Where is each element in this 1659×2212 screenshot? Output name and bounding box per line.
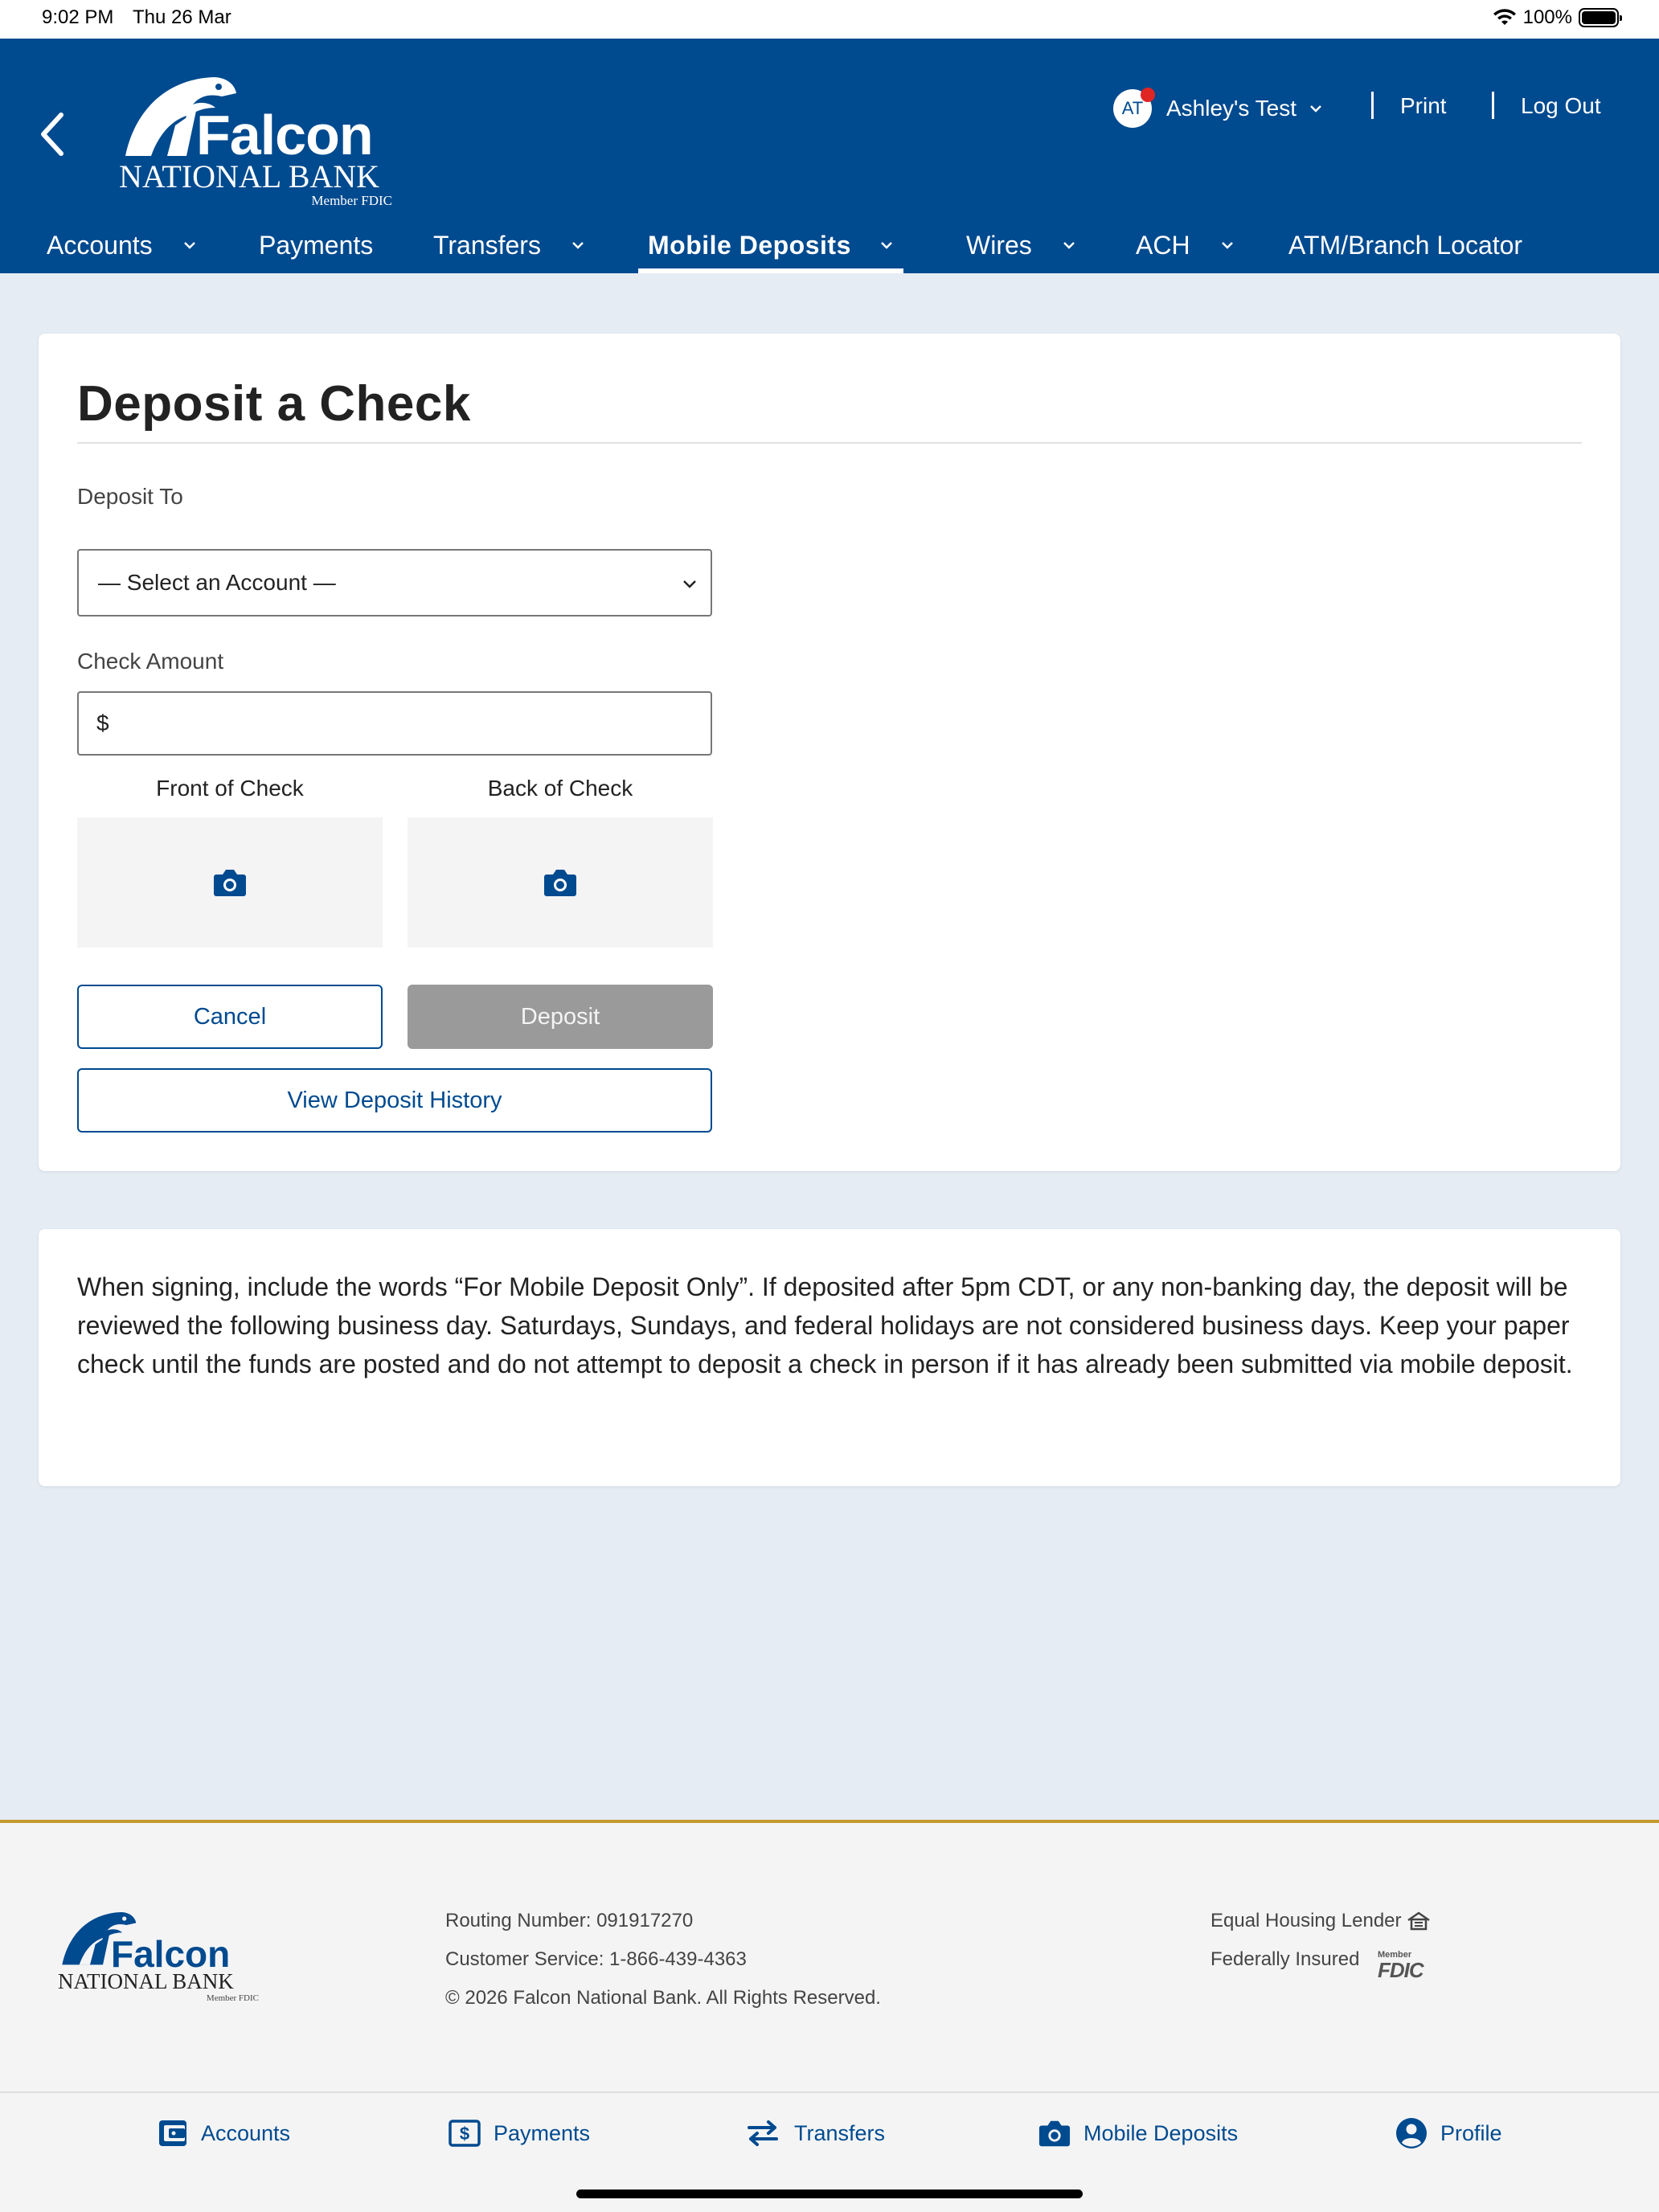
fdic-logo	[1378, 1950, 1426, 1982]
account-select[interactable]	[77, 549, 712, 616]
logo-national-bank-text: NATIONAL BANK	[119, 158, 380, 195]
nav-label: ACH	[1136, 230, 1190, 260]
arrows-swap-icon	[744, 2120, 781, 2147]
tab-mobile-deposits[interactable]	[1038, 2093, 1238, 2173]
dollar-bill-icon	[449, 2120, 481, 2147]
footer	[0, 1820, 1659, 2091]
back-check-capture[interactable]	[408, 817, 713, 948]
mobile-deposit-instructions: When signing, include the words “For Mobile Deposit Only”. If deposited after 5pm CDT, or any non-banking day, the deposit will be reviewed the following business day. Saturdays, Sundays, and federal holidays are not considered business days. Keep your paper check until the funds are posted and do not attempt to deposit a check in person if it has already been submitted via mobile deposit.	[77, 1272, 1573, 1378]
cancel-button[interactable]	[77, 985, 383, 1049]
camera-icon	[543, 868, 577, 897]
app-header	[0, 39, 1659, 273]
nav-wires[interactable]	[966, 217, 1077, 273]
battery-percent: 100%	[1522, 6, 1572, 28]
deposit-button[interactable]	[408, 985, 713, 1049]
amount-prefix: $	[96, 711, 109, 735]
avatar	[1113, 89, 1152, 128]
nav-label: Transfers	[433, 230, 541, 260]
active-tab-underline	[638, 268, 903, 273]
deposit-button-label: Deposit	[520, 1003, 600, 1030]
nav-payments[interactable]	[259, 217, 373, 273]
header-separator	[1492, 92, 1494, 119]
check-amount-input[interactable]	[77, 691, 712, 756]
nav-transfers[interactable]	[433, 217, 586, 273]
nav-accounts[interactable]	[47, 217, 198, 273]
chevron-left-icon	[39, 112, 66, 157]
user-menu[interactable]	[1113, 88, 1324, 129]
footer-logo-falcon-text: Falcon	[111, 1933, 231, 1975]
tab-transfers[interactable]	[744, 2093, 885, 2173]
page-title: Deposit a Check	[77, 376, 471, 432]
main-nav	[0, 217, 1659, 273]
chevron-down-icon	[1061, 237, 1077, 253]
chevron-down-icon	[182, 237, 198, 253]
status-indicators	[1493, 6, 1619, 29]
tab-label: Mobile Deposits	[1083, 2120, 1239, 2145]
house-icon	[1407, 1911, 1431, 1931]
tab-label: Profile	[1440, 2120, 1502, 2145]
nav-atm-branch-locator[interactable]	[1288, 217, 1522, 273]
equal-housing	[1210, 1910, 1431, 1932]
tab-label: Payments	[494, 2120, 591, 2145]
header-separator	[1371, 92, 1374, 119]
customer-service[interactable]: Customer Service: 1-866-439-4363	[445, 1948, 747, 1970]
fdic-text: FDIC	[1378, 1958, 1423, 1982]
camera-icon	[1038, 2119, 1071, 2148]
tab-payments[interactable]	[449, 2093, 590, 2173]
footer-logo-national-bank-text: NATIONAL BANK	[58, 1969, 234, 1993]
nav-label: Wires	[966, 230, 1032, 260]
user-name: Ashley's Test	[1166, 96, 1297, 121]
avatar-initials: AT	[1121, 98, 1144, 118]
wallet-icon	[158, 2119, 188, 2148]
nav-ach[interactable]	[1136, 217, 1235, 273]
status-date: Thu 26 Mar	[133, 6, 231, 28]
logo-member-fdic-text: Member FDIC	[311, 193, 392, 208]
check-amount-label: Check Amount	[77, 649, 224, 674]
tab-profile[interactable]	[1395, 2093, 1502, 2173]
equal-housing-text: Equal Housing Lender	[1210, 1910, 1402, 1931]
front-check-capture[interactable]	[77, 817, 383, 948]
logo-falcon-text: Falcon	[196, 104, 373, 166]
print-link[interactable]: Print	[1400, 93, 1447, 118]
svg-text:$: $	[459, 2124, 470, 2144]
chevron-down-icon	[680, 575, 699, 594]
wifi-icon	[1493, 9, 1517, 27]
nav-label: Accounts	[47, 230, 153, 260]
info-card	[39, 1229, 1620, 1486]
account-select-value: — Select an Account —	[98, 570, 336, 595]
nav-label: Mobile Deposits	[648, 230, 851, 260]
nav-label: ATM/Branch Locator	[1288, 230, 1523, 260]
battery-icon	[1579, 8, 1619, 27]
back-of-check-label: Back of Check	[487, 776, 633, 801]
cancel-button-label: Cancel	[193, 1003, 267, 1030]
user-circle-icon	[1395, 2117, 1428, 2149]
back-button[interactable]	[32, 106, 72, 162]
chevron-down-icon	[570, 237, 586, 253]
divider	[77, 442, 1582, 444]
view-deposit-history-button[interactable]	[77, 1068, 712, 1133]
chevron-down-icon	[1219, 237, 1235, 253]
view-deposit-history-label: View Deposit History	[287, 1087, 502, 1113]
tab-accounts[interactable]	[158, 2093, 290, 2173]
chevron-down-icon	[879, 237, 895, 253]
logout-link[interactable]: Log Out	[1521, 93, 1601, 118]
deposit-to-label: Deposit To	[77, 484, 183, 509]
status-time: 9:02 PM	[42, 6, 114, 28]
home-indicator	[576, 2189, 1083, 2198]
footer-logo	[58, 1900, 259, 2005]
nav-label: Payments	[259, 230, 374, 260]
federally-insured: Federally Insured	[1210, 1948, 1360, 1970]
chevron-down-icon	[1308, 100, 1324, 117]
tab-label: Transfers	[794, 2120, 886, 2145]
footer-logo-member-fdic-text: Member FDIC	[206, 1993, 259, 2003]
nav-mobile-deposits[interactable]	[648, 217, 895, 273]
deposit-card	[39, 334, 1620, 1171]
routing-number: Routing Number: 091917270	[445, 1910, 694, 1931]
tab-label: Accounts	[201, 2120, 291, 2145]
camera-icon	[213, 868, 247, 897]
front-of-check-label: Front of Check	[156, 776, 304, 801]
notification-dot	[1141, 88, 1155, 102]
fdic-member-text: Member	[1378, 1950, 1412, 1960]
copyright: © 2026 Falcon National Bank. All Rights Reserved.	[445, 1987, 881, 2009]
status-bar	[0, 0, 1659, 39]
